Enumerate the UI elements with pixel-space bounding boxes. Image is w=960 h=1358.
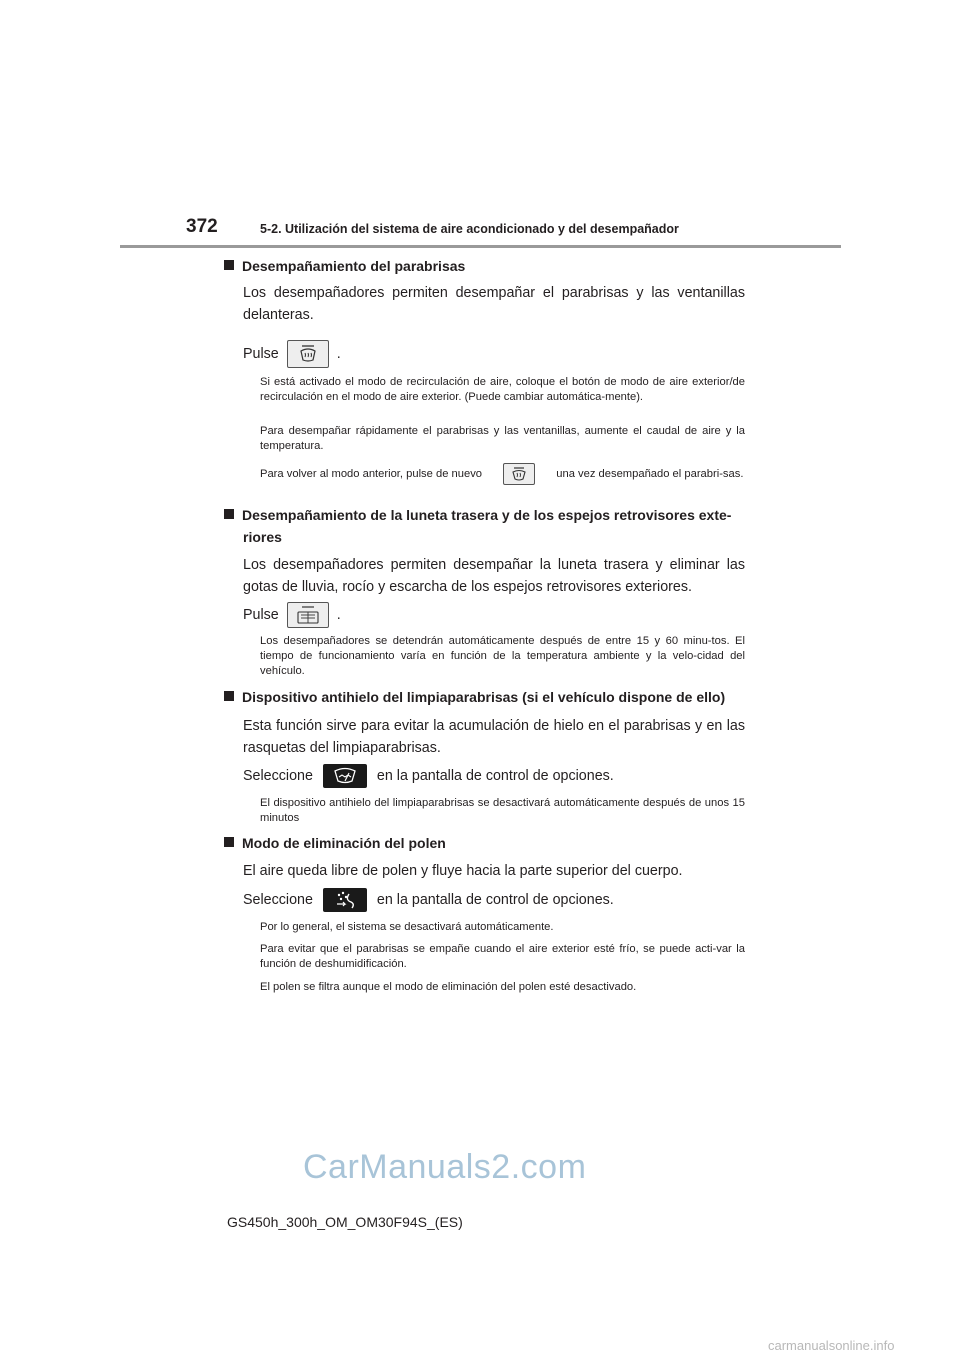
section-heading: Dispositivo antihielo del limpiaparabrisas (si el vehículo dispone de ello) xyxy=(224,685,764,709)
manual-id: GS450h_300h_OM_OM30F94S_(ES) xyxy=(227,1214,463,1230)
corner-watermark: carmanualsonline.info xyxy=(768,1338,895,1353)
section-body: Los desempañadores permiten desempañar el parabrisas y las ventanillas delanteras. xyxy=(243,285,745,323)
wiper-deicer-icon[interactable] xyxy=(323,764,367,788)
bullet-square-icon xyxy=(224,260,234,270)
section-heading: Modo de eliminación del polen xyxy=(224,831,754,855)
page-number: 372 xyxy=(186,216,218,237)
note: Para evitar que el parabrisas se empañe cuando el aire exterior esté frío, se puede acti-var la función de deshumidificación. xyxy=(260,943,745,970)
bullet-square-icon xyxy=(224,509,234,519)
bullet-square-icon xyxy=(224,837,234,847)
note: El dispositivo antihielo del limpiaparabrisas se desactivará automáticamente después de unos 15 minutos xyxy=(260,797,745,824)
bullet-square-icon xyxy=(224,691,234,701)
pollen-removal-icon[interactable] xyxy=(323,888,367,912)
note: Para volver al modo anterior, pulse de nuevo una vez desempañado el parabri-sas. xyxy=(260,463,745,485)
action-line: Seleccione en la pantalla de control de opciones. xyxy=(243,764,745,788)
page-header xyxy=(0,212,960,248)
action-line: Pulse . xyxy=(243,340,745,368)
note: Para desempañar rápidamente el parabrisas y las ventanillas, aumente el caudal de aire y la temperatura. xyxy=(260,425,745,452)
windshield-defogger-icon[interactable] xyxy=(287,340,329,368)
note: Los desempañadores se detendrán automáticamente después de entre 15 y 60 minu-tos. El tiempo de funcionamiento varía en función de la temperatura ambiente y la velo-cidad del vehículo. xyxy=(260,635,745,677)
windshield-defogger-icon[interactable] xyxy=(503,463,535,485)
watermark: CarManuals2.com xyxy=(303,1148,587,1186)
section-heading-continued: riores xyxy=(243,529,282,545)
note: Si está activado el modo de recirculación de aire, coloque el botón de modo de aire exterior/de recirculación en el modo de aire exterior. (Puede cambiar automática-mente). xyxy=(260,376,745,403)
section-heading: Desempañamiento de la luneta trasera y de los espejos retrovisores exte- xyxy=(224,503,754,527)
note: El polen se filtra aunque el modo de eliminación del polen esté desactivado. xyxy=(260,981,637,993)
action-line: Seleccione en la pantalla de control de opciones. xyxy=(243,888,745,912)
section-body: Esta función sirve para evitar la acumulación de hielo en el parabrisas y en las rasquetas del limpiaparabrisas. xyxy=(243,718,745,756)
header-divider xyxy=(120,245,841,248)
section-body: Los desempañadores permiten desempañar la luneta trasera y eliminar las gotas de lluvia, rocío y escarcha de los espejos retrovisores exteriores. xyxy=(243,557,745,595)
note: Por lo general, el sistema se desactivará automáticamente. xyxy=(260,921,554,933)
action-line: Pulse . xyxy=(243,602,745,628)
rear-window-defogger-icon[interactable] xyxy=(287,602,329,628)
chapter-title: 5-2. Utilización del sistema de aire acondicionado y del desempañador xyxy=(260,222,679,236)
section-heading: Desempañamiento del parabrisas xyxy=(224,254,754,278)
section-body: El aire queda libre de polen y fluye hacia la parte superior del cuerpo. xyxy=(243,863,683,879)
